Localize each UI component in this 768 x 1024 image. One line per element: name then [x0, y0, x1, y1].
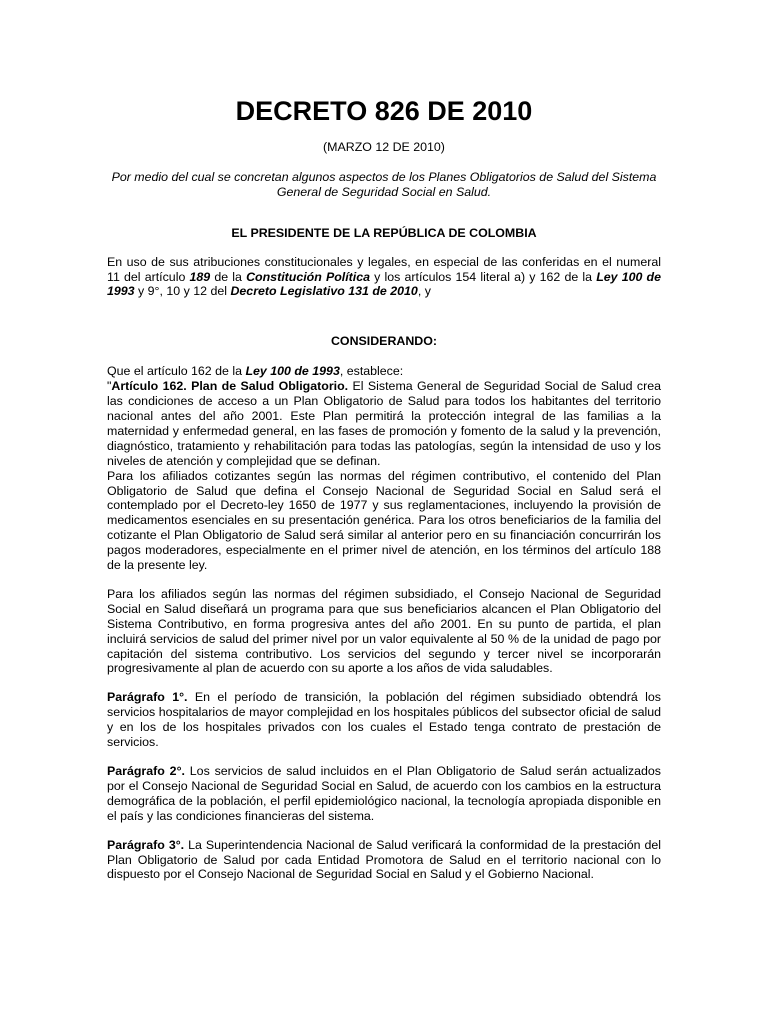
intro-text: y 9°, 10 y 12 del [134, 284, 231, 299]
quote-lead-law: Ley 100 de 1993 [245, 364, 340, 379]
paragrafo-1 [107, 690, 661, 750]
paragrafo-text: La Superintendencia Nacional de Salud verificará la conformidad de la prestación del Plan Obligatorio de Salud por cada Entidad Promotora de Salud en el territorio nacional con lo dispuesto por el Consejo Nacional de Seguridad Social en Salud y el Gobierno Nacional. [107, 837, 662, 882]
quote-lead-text: Que el artículo 162 de la [107, 364, 246, 379]
quote-lead-text: , establece: [339, 364, 404, 379]
article-text: El Sistema General de Seguridad Social de Salud crea las condiciones de acceso a un Plan Obligatorio de Salud para todos los habitantes del territorio nacional antes del año 2001. Este Plan permitirá la protección integral de las familias a la maternidad y enfermedad general, en las fases de promoción y fomento de la salud y la prevención, diagnóstico, tratamiento y rehabilitación para todas las patologías, según la intensidad de uso y los niveles de atención y complejidad que se definan. [107, 379, 661, 468]
article-paragraph-3: Para los afiliados según las normas del régimen subsidiado, el Consejo Nacional de Seguridad Social en Salud diseñará un programa para que sus beneficiarios alcancen el Plan Obligatorio del Sistema Contributivo, en forma progresiva antes del año 2001. En su punto de partida, el plan incluirá servicios de salud del primer nivel por un valor equivalente al 50 % de la unidad de pago por capitación del sistema contributivo. Los servicios del segundo y tercer nivel se incorporarán progresivamente al plan de acuerdo con su aporte a los años de vida saludables. [107, 586, 661, 676]
intro-text: , y [417, 284, 431, 299]
intro-paragraph [107, 255, 661, 300]
intro-ref-decree: Decreto Legislativo 131 de 2010 [230, 284, 418, 299]
article-heading: Artículo 162. Plan de Salud Obligatorio. [111, 379, 349, 394]
paragrafo-text: Los servicios de salud incluidos en el Plan Obligatorio de Salud serán actualizados por el Consejo Nacional de Seguridad Social en Salud, de acuerdo con los cambios en la estructura demográfica de la población, el perfil epidemiológico nacional, la tecnología apropiada disponible en el país y las condiciones financieras del sistema. [107, 764, 661, 823]
intro-text: En uso de sus atribuciones constitucionales y legales, en especial de las conferidas en el numeral 11 del artículo [107, 254, 661, 284]
document-date: (MARZO 12 DE 2010) [323, 140, 445, 154]
paragrafo-2 [107, 764, 661, 824]
intro-ref-article: 189 [189, 269, 211, 284]
paragrafo-label: Parágrafo 1°. [107, 690, 188, 705]
paragrafo-label: Parágrafo 2°. [107, 764, 185, 778]
intro-text: de la [210, 269, 247, 284]
president-heading: EL PRESIDENTE DE LA REPÚBLICA DE COLOMBIA [231, 225, 537, 240]
open-quote: " [107, 379, 112, 394]
considerando-heading: CONSIDERANDO: [330, 334, 437, 349]
document-subtitle: Por medio del cual se concretan algunos aspectos de los Planes Obligatorios de Salud del Sistema General de Seguridad Social en Salud. [111, 169, 657, 199]
document-title: DECRETO 826 DE 2010 [235, 96, 533, 126]
article-paragraph-2: Para los afiliados cotizantes según las normas del régimen contributivo, el contenido del Plan Obligatorio de Salud que defina el Consejo Nacional de Seguridad Social en Salud será el contemplado por el Decreto-ley 1650 de 1977 y sus reglamentaciones, incluyendo la provisión de medicamentos esenciales en su presentación genérica. Para los otros beneficiarios de la familia del cotizante el Plan Obligatorio de Salud será similar al anterior pero en su financiación concurrirán los pagos moderadores, especialmente en el primer nivel de atención, en los términos del artículo 188 de la presente ley. [107, 468, 661, 573]
intro-ref-law: Ley 100 de 1993 [107, 269, 661, 299]
quote-lead [107, 364, 661, 379]
paragrafo-3 [107, 838, 661, 883]
intro-ref-constitution: Constitución Política [246, 269, 371, 284]
article-paragraph-1 [107, 379, 661, 468]
document-page [107, 0, 661, 882]
intro-text: y los artículos 154 literal a) y 162 de la [370, 269, 597, 284]
paragrafo-label: Parágrafo 3°. [107, 837, 185, 852]
paragrafo-text: En el período de transición, la población del régimen subsidiado obtendrá los servicios hospitalarios de mayor complejidad en los hospitales públicos del subsector oficial de salud y en los de los hospitales privados con los cuales el Estado tenga contrato de prestación de servicios. [107, 690, 661, 750]
